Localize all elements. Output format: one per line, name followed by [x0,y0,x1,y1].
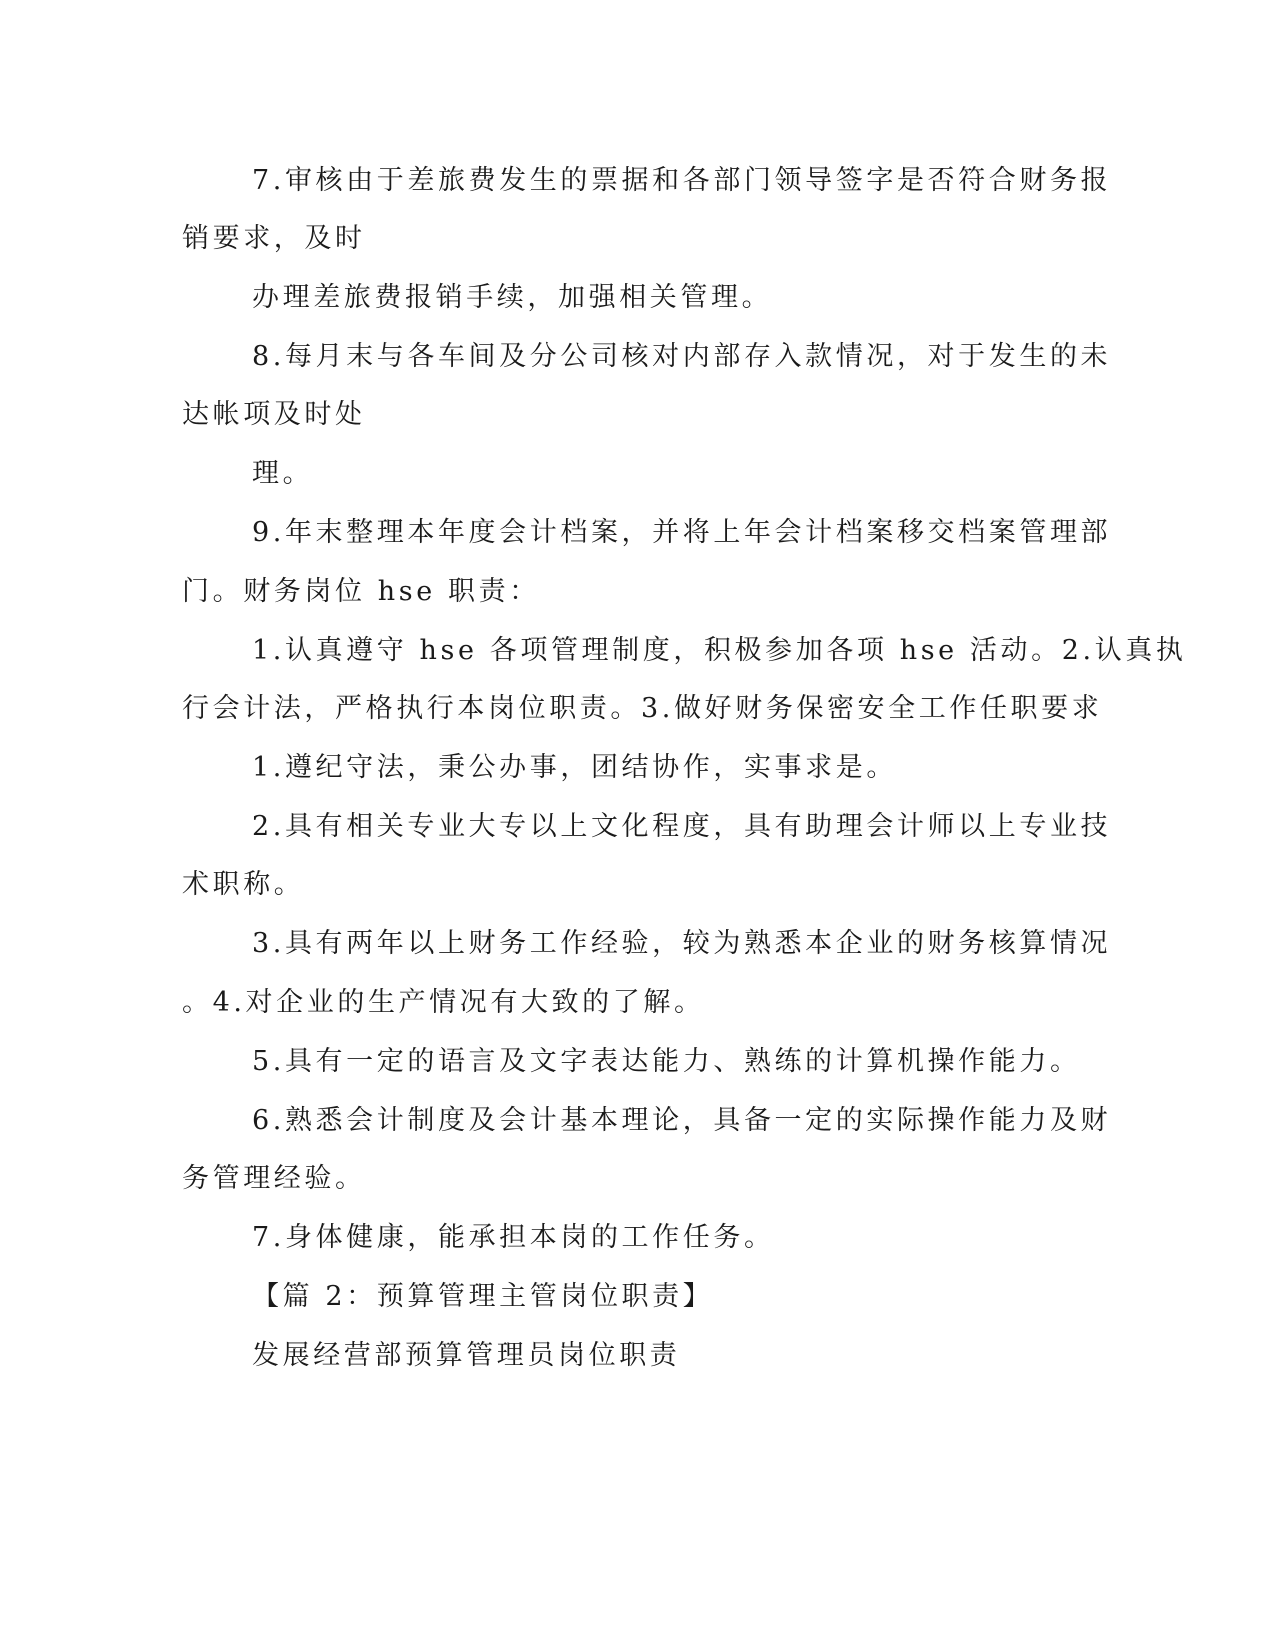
paragraph-line: 销要求，及时 [182,223,366,254]
paragraph-line: 9.年末整理本年度会计档案，并将上年会计档案移交档案管理部 [252,517,1112,548]
section-subtitle: 发展经营部预算管理员岗位职责 [252,1340,681,1371]
paragraph-line: 。4.对企业的生产情况有大致的了解。 [182,987,705,1018]
paragraph-line: 3.具有两年以上财务工作经验，较为熟悉本企业的财务核算情况 [252,928,1112,959]
paragraph-line: 门。财务岗位 hse 职责： [182,576,540,607]
paragraph-line: 8.每月末与各车间及分公司核对内部存入款情况，对于发生的未 [252,341,1112,372]
paragraph-line: 1.认真遵守 hse 各项管理制度，积极参加各项 hse 活动。2.认真执 [252,635,1187,666]
paragraph-line: 7.身体健康，能承担本岗的工作任务。 [252,1222,775,1253]
paragraph-line: 2.具有相关专业大专以上文化程度，具有助理会计师以上专业技 [252,811,1112,842]
paragraph-line: 行会计法，严格执行本岗位职责。3.做好财务保密安全工作任职要求 [182,693,1103,724]
paragraph-line: 7.审核由于差旅费发生的票据和各部门领导签字是否符合财务报 [252,165,1112,196]
paragraph-line: 办理差旅费报销手续，加强相关管理。 [252,282,773,313]
paragraph-line: 1.遵纪守法，秉公办事，团结协作，实事求是。 [252,752,897,783]
section-heading: 【篇 2：预算管理主管岗位职责】 [252,1281,714,1312]
paragraph-line: 术职称。 [182,869,305,900]
paragraph-line: 6.熟悉会计制度及会计基本理论，具备一定的实际操作能力及财 [252,1105,1112,1136]
paragraph-line: 务管理经验。 [182,1163,366,1194]
paragraph-line: 理。 [252,458,314,489]
paragraph-line: 达帐项及时处 [182,399,366,430]
paragraph-line: 5.具有一定的语言及文字表达能力、熟练的计算机操作能力。 [252,1046,1081,1077]
